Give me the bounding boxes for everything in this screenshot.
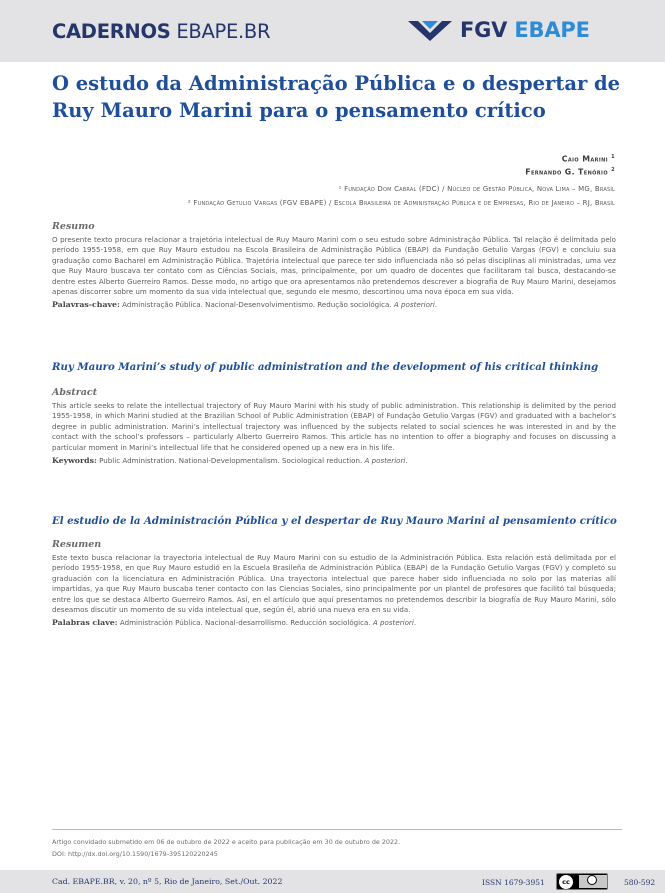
journal-logo: CADERNOS EBAPE.BR <box>52 20 271 43</box>
abstract-es <box>52 539 616 628</box>
submission-note <box>52 829 622 860</box>
abstract-pt <box>52 221 616 310</box>
affiliation-2: ² Fundação Getulio Vargas (FGV EBAPE) / Escola Brasileira de Administração Pública e de Empresas, Rio de Janeiro – RJ, Brasil <box>187 198 615 207</box>
author-name: Fernando G. Tenório <box>525 167 608 177</box>
author-list <box>525 152 615 178</box>
submission-dates: Artigo convidado submetido em 06 de outubro de 2022 e aceito para publicação em 30 de outubro de 2022. <box>52 838 401 846</box>
author-name: Caio Marini <box>561 154 608 164</box>
doi-link[interactable]: DOI: http://dx.doi.org/10.1590/1679-395120220245 <box>52 850 218 858</box>
english-title: Ruy Mauro Marini’s study of public administration and the development of his critical thinking <box>52 361 599 373</box>
article-title: O estudo da Administração Pública e o despertar de Ruy Mauro Marini para o pensamento crítico <box>52 72 621 122</box>
cc-icon: cc <box>559 875 573 889</box>
affiliations <box>55 183 615 210</box>
page-range: 580-592 <box>624 878 656 887</box>
author-1 <box>525 152 615 165</box>
journal-citation: Cad. EBAPE.BR, v. 20, nº 5, Rio de Janeiro, Set./Out. 2022 <box>52 877 283 886</box>
keywords-en: Keywords: Public Administration. National-Developmentalism. Sociological reduction. A posteriori. <box>52 456 408 466</box>
abstract-es-heading: Resumen <box>52 539 102 550</box>
journal-masthead <box>0 0 665 62</box>
author-2 <box>525 165 615 178</box>
abstract-en-heading: Abstract <box>52 387 98 398</box>
keywords-pt: Palavras-chave: Administração Pública. Nacional-Desenvolvimentismo. Redução sociológica. A posteriori. <box>52 300 438 310</box>
abstract-pt-heading: Resumo <box>52 221 95 232</box>
abstract-pt-text: O presente texto procura relacionar a trajetória intelectual de Ruy Mauro Marini com o seu estudo sobre Administração Pública. Tal relação é delimitada pelo período 1955-1958, em que Ruy Mauro estudou na Escola Brasileira de Administração Pública (EBAP) da Fundação Getulio Vargas (FGV) e concluiu sua graduação como Bacharel em Administração Pública. Trajetória intelectual que parece ter sido influenciada não só pelas disciplinas ali ministradas, uma vez que Ruy Mauro buscava ter contato com as Ciências Sociais, mas, principalmente, por um quadro de docentes que facilitaram tal busca, destacando-se dentre estes Alberto Guerreiro Ramos. Desse modo, no artigo que ora apresentamos não pretendemos descrever a biografia de Ruy Mauro Marini, desejamos apenas discorrer sobre um momento da sua vida intelectual que, segundo ele mesmo, descortinou uma nova época em sua vida. <box>52 235 616 297</box>
affiliation-1: ¹ Fundação Dom Cabral (FDC) / Núcleo de Gestão Pública, Nova Lima – MG, Brasil <box>338 185 615 193</box>
issn: ISSN 1679-3951 <box>482 878 545 887</box>
keywords-es: Palabras clave: Administración Pública. Nacional-desarrollismo. Reducción sociológica. A posteriori. <box>52 618 417 628</box>
abstract-es-text: Este texto busca relacionar la trayectoria intelectual de Ruy Mauro Marini con su estudio de la Administración Pública. Esta relación está delimitada por el período 1955-1958, en que Ruy Mauro estudió en la Escuela Brasileña de Administración Pública (EBAP) de la Fundação Getulio Vargas (FGV) y completó su graduación con la licenciatura en Administración Pública. Una trayectoria intelectual que parece haber sido influenciada no solo por las materias allí impartidas, ya que Ruy Mauro buscaba tener contacto con las Ciencias Sociales, sino principalmente por un plantel de profesores que facilitó tal búsqueda; entre los que se destaca Alberto Guerreiro Ramos. Así, en el artículo que aquí presentamos no pretendemos describir la biografía de Ruy Mauro Marini, sólo deseamos discutir un momento de su vida intelectual que, según él, abrió una nueva era en su vida. <box>52 553 616 615</box>
cc-by-license-badge[interactable] <box>556 873 608 890</box>
author-sup: 1 <box>611 154 615 160</box>
author-sup: 2 <box>611 167 615 174</box>
page-footer <box>0 870 665 893</box>
attribution-icon <box>587 875 597 885</box>
abstract-en <box>52 387 616 466</box>
spanish-title: El estudio de la Administración Pública y el despertar de Ruy Mauro Marini al pensamiento crítico <box>52 515 617 527</box>
fgv-chevron-icon <box>408 21 452 41</box>
fgv-ebape-logo: FGV EBAPE <box>408 18 618 44</box>
abstract-en-text: This article seeks to relate the intellectual trajectory of Ruy Mauro Marini with his study of public administration. This relationship is delimited by the period 1955-1958, in which Marini studied at the Brazilian School of Public Administration (EBAP) of Fundação Getulio Vargas (FGV) and graduated with a bachelor’s degree in public administration. Marini’s intellectual trajectory was influenced by the subjects related to social sciences he was interested in and by the contact with the school’s professors – particularly Alberto Guerreiro Ramos. This article has no intention to offer a biography and focuses on discussing a particular moment in Marini’s intellectual life that he considered opened up a new era in his life. <box>52 401 616 452</box>
